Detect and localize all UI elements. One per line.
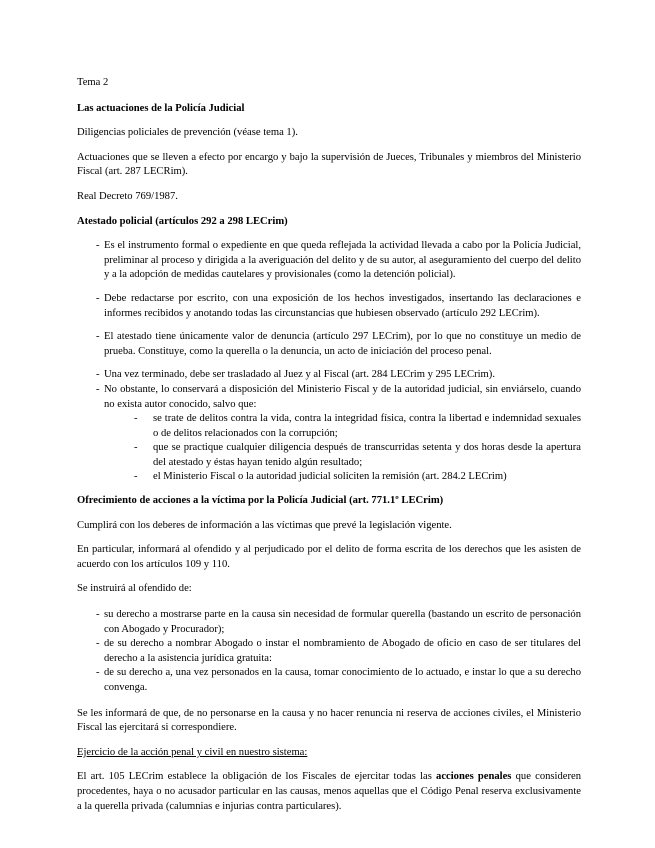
atestado-sublist (104, 412, 581, 485)
list-item: - de su derecho a nombrar Abogado o instar el nombramiento de Abogado de oficio en caso de ser titulares del derecho a la asistencia jurídica gratuita: (77, 637, 581, 666)
paragraph-real-decreto: Real Decreto 769/1987. (77, 190, 178, 202)
list-item-text: No obstante, lo conservará a disposición del Ministerio Fiscal y de la autoridad judicial, sin enviárselo, cuando no exista autor conocido, salvo que: (104, 383, 581, 410)
list-item: - Es el instrumento formal o expediente en que queda reflejada la actividad llevada a cabo por la Policía Judicial, preliminar al proceso y dirigida a la averiguación del delito y de su autor, al aseguramiento del cuerpo del delito y a la adopción de medidas cautelares y provisionales (como la detención policial). (77, 239, 581, 283)
heading-ejercicio: Ejercicio de la acción penal y civil en nuestro sistema: (77, 746, 308, 758)
paragraph-particular: En particular, informará al ofendido y al perjudicado por el delito de forma escrita de los derechos que les asisten de acuerdo con los artículos 109 y 110. (77, 544, 581, 570)
list-item: - Debe redactarse por escrito, con una exposición de los hechos investigados, insertando las declaraciones e informes recibidos y anotando todas las circunstancias que hubiesen observado (artículo 292 LECrim). (77, 292, 581, 321)
list-item: - Una vez terminado, debe ser trasladado al Juez y al Fiscal (art. 284 LECrim y 295 LECrim). (77, 368, 581, 383)
topic-label: Tema 2 (77, 77, 109, 88)
paragraph-informara: Se les informará de que, de no personarse en la causa y no hacer renuncia ni reserva de acciones civiles, el Ministerio Fiscal las ejercitará si correspondiere. (77, 707, 581, 734)
heading-main: Las actuaciones de la Policía Judicial (77, 102, 245, 114)
sub-list-item: - el Ministerio Fiscal o la autoridad judicial soliciten la remisión (art. 284.2 LECrim) (104, 470, 581, 485)
art105-text-after: que consideren procedentes, haya o no acusador particular en las causas, menos aquellas que el Código Penal reserva exclusivamente a la querella privada (calumnias e injurias contra particulares). (77, 771, 582, 812)
paragraph-diligencias: Diligencias policiales de prevención (véase tema 1). (77, 127, 298, 139)
heading-ofrecimiento: Ofrecimiento de acciones a la víctima por la Policía Judicial (art. 771.1º LECrim) (77, 495, 444, 507)
heading-atestado: Atestado policial (artículos 292 a 298 LECrim) (77, 215, 288, 227)
list-item (77, 383, 581, 485)
list-item: - El atestado tiene únicamente valor de denuncia (artículo 297 LECrim), por lo que no constituye un medio de prueba. Constituye, como la querella o la denuncia, un acto de iniciación del proceso penal. (77, 330, 581, 359)
sub-list-item: - se trate de delitos contra la vida, contra la integridad física, contra la libertad e indemnidad sexuales o de delitos relacionados con la corrupción; (104, 412, 581, 441)
paragraph-instruira: Se instruirá al ofendido de: (77, 583, 192, 595)
art105-bold-phrase: acciones penales (436, 771, 512, 783)
sub-list-item: - que se practique cualquier diligencia después de transcurridas setenta y dos horas desde la apertura del atestado y éstas hayan tenido algún resultado; (104, 441, 581, 470)
art105-text-before: El art. 105 LECrim establece la obligación de los Fiscales de ejercitar todas las (77, 771, 437, 783)
ofendido-list (77, 608, 581, 696)
list-item: - de su derecho a, una vez personados en la causa, tomar conocimiento de lo actuado, e instar lo que a su derecho convenga. (77, 666, 581, 695)
atestado-list (77, 239, 581, 485)
list-item: - su derecho a mostrarse parte en la causa sin necesidad de formular querella (bastando un escrito de personación con Abogado y Procurador); (77, 608, 581, 637)
paragraph-actuaciones: Actuaciones que se lleven a efecto por encargo y bajo la supervisión de Jueces, Tribunales y miembros del Ministerio Fiscal (art. 287 LECRim). (77, 151, 581, 178)
paragraph-cumplira: Cumplirá con los deberes de información a las víctimas que prevé la legislación vigente. (77, 519, 452, 531)
paragraph-art-105 (77, 770, 581, 814)
